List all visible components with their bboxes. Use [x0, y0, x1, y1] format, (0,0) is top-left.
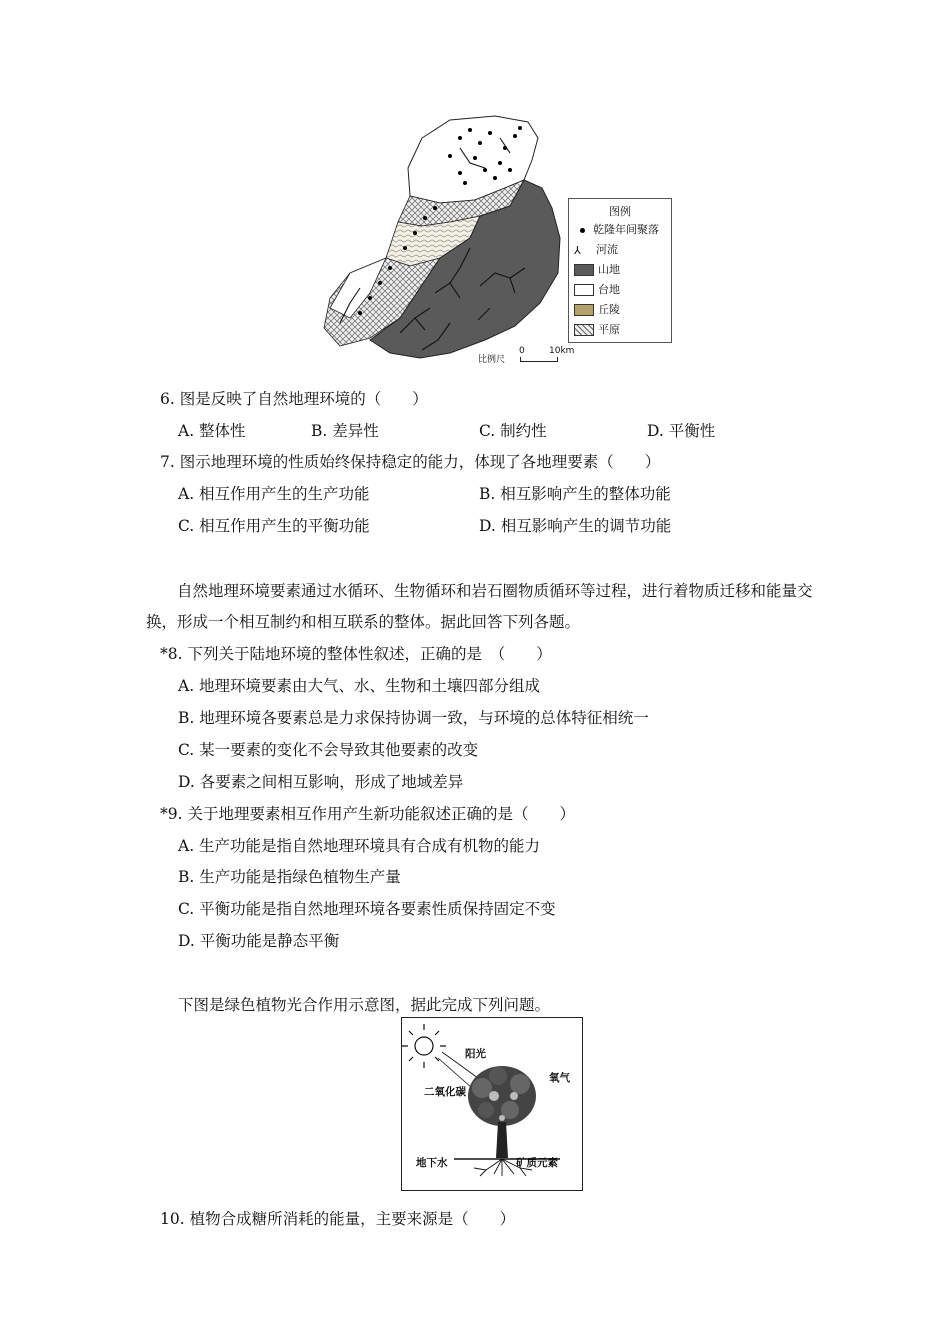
photosynthesis-diagram — [401, 1017, 583, 1191]
question-6-stem: 6. 图是反映了自然地理环境的（ ） — [160, 390, 428, 408]
label-groundwater: 地下水 — [416, 1157, 448, 1169]
q9-option-d: D. 平衡功能是静态平衡 — [178, 932, 340, 950]
q8-option-b: B. 地理环境各要素总是力求保持协调一致，与环境的总体特征相统一 — [178, 709, 649, 727]
question-10-stem: 10. 植物合成糖所消耗的能量，主要来源是（ ） — [160, 1210, 516, 1228]
q9-option-c: C. 平衡功能是指自然地理环境各要素性质保持固定不变 — [178, 900, 556, 918]
legend-plain: 平原 — [574, 321, 620, 337]
question-7-stem: 7. 图示地理环境的性质始终保持稳定的能力，体现了各地理要素（ ） — [160, 453, 661, 471]
tree-trunk — [496, 1122, 508, 1158]
q7-option-b: B. 相互影响产生的整体功能 — [479, 485, 671, 503]
question-9-stem: *9. 关于地理要素相互作用产生新功能叙述正确的是（ ） — [160, 805, 575, 823]
q8-option-d: D. 各要素之间相互影响，形成了地域差异 — [178, 773, 464, 791]
q9-option-b: B. 生产功能是指绿色植物生产量 — [178, 868, 401, 886]
q8-option-c: C. 某一要素的变化不会导致其他要素的改变 — [178, 741, 479, 759]
label-sunlight: 阳光 — [465, 1048, 486, 1060]
q6-option-c: C. 制约性 — [479, 422, 547, 440]
q7-option-d: D. 相互影响产生的调节功能 — [479, 517, 672, 535]
label-co2: 二氧化碳 — [424, 1086, 466, 1098]
scale-label: 比例尺 — [478, 355, 506, 365]
legend-mountain: 山地 — [574, 261, 620, 277]
q7-option-a: A. 相互作用产生的生产功能 — [178, 485, 370, 503]
plain-swatch — [574, 324, 594, 336]
question-8-stem: *8. 下列关于陆地环境的整体性叙述，正确的是 （ ） — [160, 645, 552, 663]
passage-1: 自然地理环境要素通过水循环、生物循环和岩石圈物质循环等过程，进行着物质迁移和能量交换，形成一个相互制约和相互联系的整体。据此回答下列各题。 — [146, 582, 813, 631]
q8-option-a: A. 地理环境要素由大气、水、生物和土壤四部分组成 — [178, 677, 541, 695]
label-oxygen: 氧气 — [549, 1072, 570, 1084]
legend-hill: 丘陵 — [574, 301, 620, 317]
map-legend — [568, 198, 672, 343]
q6-option-d: D. 平衡性 — [647, 422, 716, 440]
scale-km: 10km — [549, 346, 575, 356]
q7-option-c: C. 相互作用产生的平衡功能 — [178, 517, 370, 535]
label-minerals: 矿质元素 — [516, 1157, 558, 1169]
legend-river: ⅄ 河流 — [574, 243, 618, 257]
passage-2: 下图是绿色植物光合作用示意图，据此完成下列问题。 — [178, 996, 551, 1014]
q6-option-b: B. 差异性 — [311, 422, 379, 440]
q6-option-a: A. 整体性 — [178, 422, 246, 440]
q9-option-a: A. 生产功能是指自然地理环境具有合成有机物的能力 — [178, 837, 541, 855]
mountain-swatch — [574, 264, 594, 276]
tree-canopy — [468, 1066, 536, 1126]
scale-bar — [520, 357, 558, 362]
legend-settlement: 乾隆年间聚落 — [574, 221, 659, 237]
legend-title: 图例 — [609, 205, 631, 218]
hill-swatch — [574, 304, 594, 316]
tableland-swatch — [574, 284, 594, 296]
legend-tableland: 台地 — [574, 281, 620, 297]
sun-icon — [402, 1024, 446, 1068]
river-icon: ⅄ — [574, 243, 581, 257]
scale-zero: 0 — [519, 346, 525, 356]
dot-icon — [580, 228, 585, 233]
